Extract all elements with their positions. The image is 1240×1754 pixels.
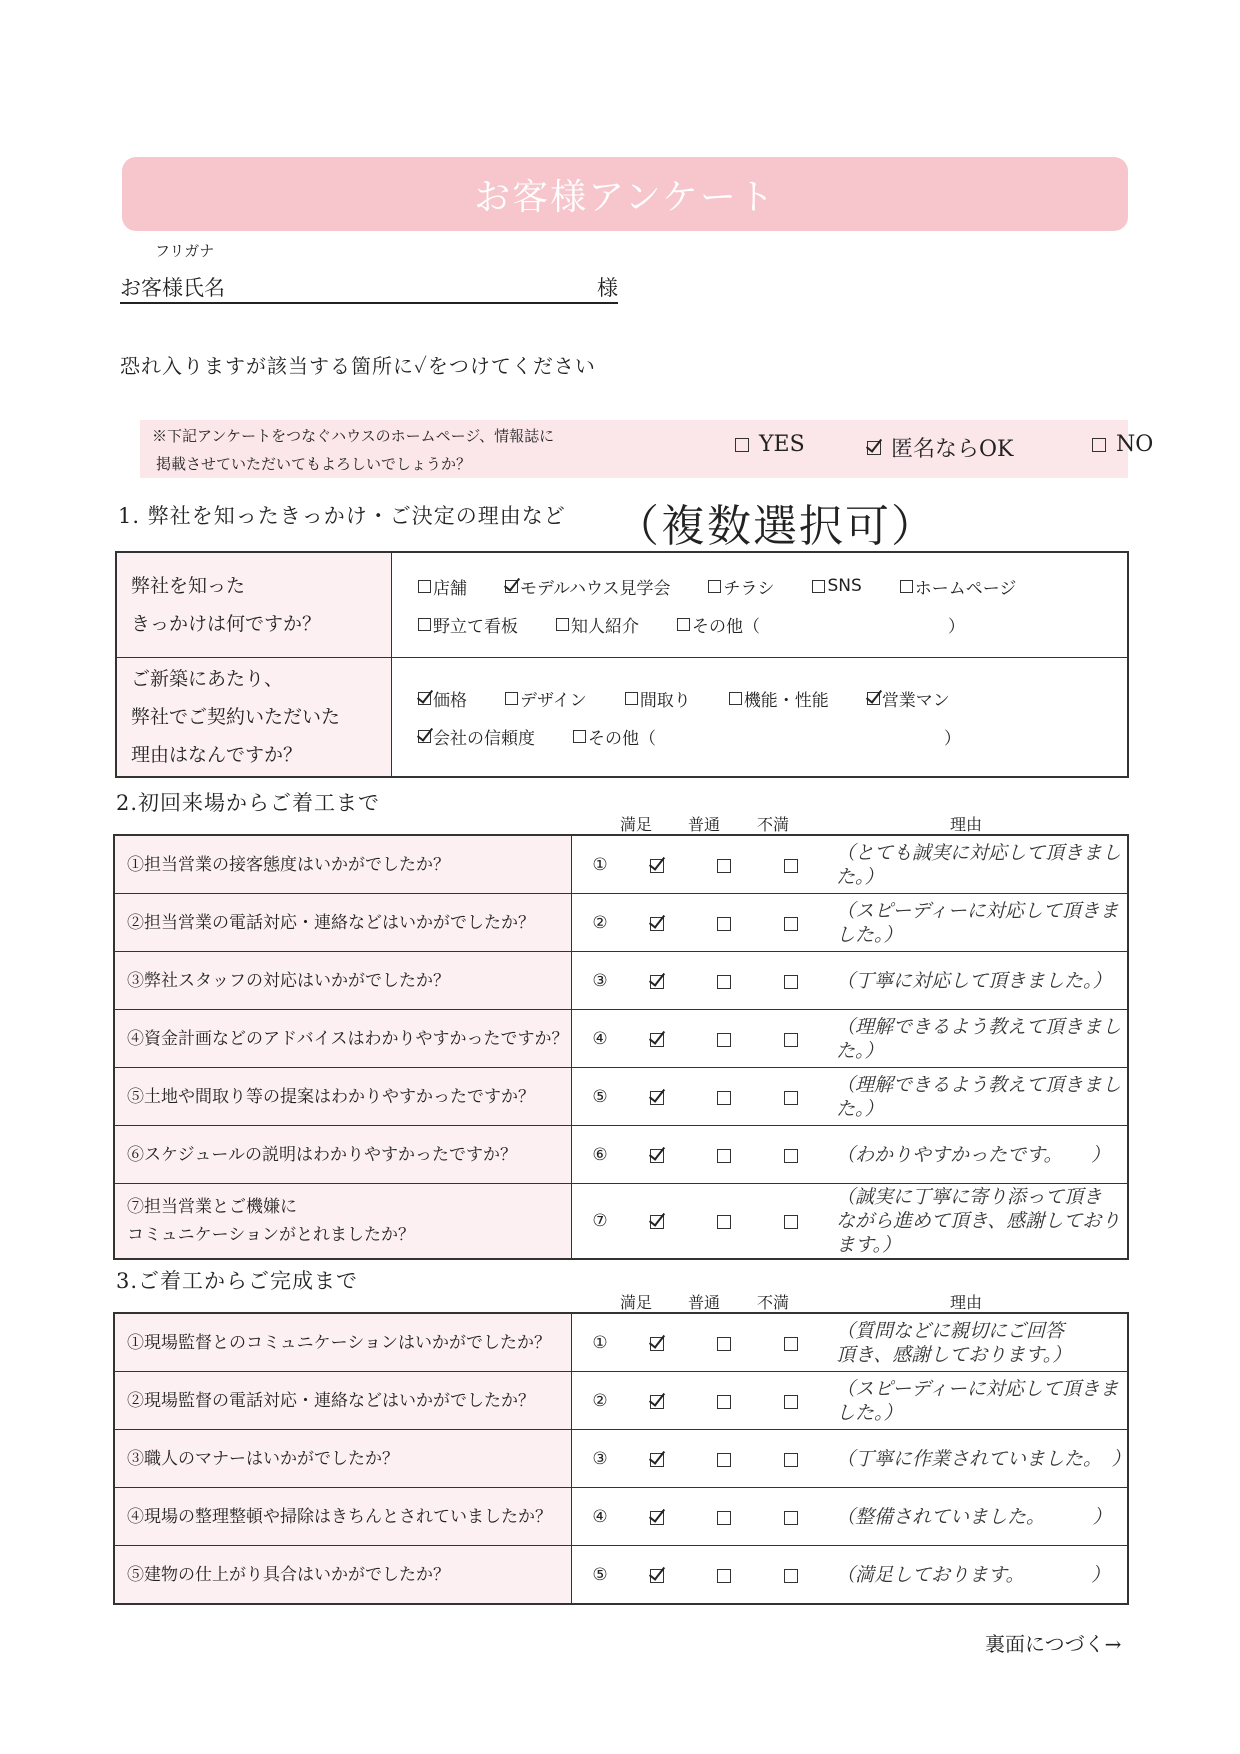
- checkbox[interactable]: [1092, 438, 1106, 452]
- option-label: 価格: [433, 690, 467, 711]
- question-number: ②: [572, 894, 624, 952]
- checkbox[interactable]: [717, 1149, 731, 1163]
- rating-cell-normal[interactable]: [690, 1068, 757, 1126]
- checkbox-checked[interactable]: [867, 441, 881, 455]
- rating-cell-satisfied[interactable]: [623, 1430, 690, 1488]
- col-header-satisfied: 満足: [620, 815, 653, 834]
- question-text: ①現場監督とのコミュニケーションはいかがでしたか？: [114, 1313, 572, 1372]
- question-text: ④資金計画などのアドバイスはわかりやすかったですか？: [114, 1010, 572, 1068]
- checkbox[interactable]: [784, 859, 798, 873]
- checkbox[interactable]: [717, 859, 731, 873]
- option-item[interactable]: [729, 686, 829, 711]
- option-line: [418, 717, 1101, 755]
- rating-cell-satisfied[interactable]: [623, 1068, 690, 1126]
- option-item[interactable]: [708, 574, 774, 599]
- question-number: ①: [572, 1313, 624, 1372]
- col-header-reason: 理由: [950, 815, 983, 834]
- rating-cell-unsatisfied[interactable]: [757, 1010, 824, 1068]
- question-text: ②担当営業の電話対応・連絡などはいかがでしたか？: [114, 894, 572, 952]
- rating-cell-normal[interactable]: [690, 894, 757, 952]
- checkbox[interactable]: [784, 1337, 798, 1351]
- checkbox-checked[interactable]: [650, 1453, 664, 1467]
- checkbox[interactable]: [784, 917, 798, 931]
- table-row: [114, 1488, 1128, 1546]
- table-row: [114, 1068, 1128, 1126]
- reason-text[interactable]: （丁寧に作業されていました。 ）: [824, 1430, 1128, 1488]
- option-item[interactable]: [418, 724, 535, 749]
- option-item[interactable]: [625, 686, 691, 711]
- option-label: 会社の信頼度: [433, 728, 535, 749]
- checkbox[interactable]: [812, 580, 825, 593]
- checkbox[interactable]: [418, 580, 431, 593]
- rating-cell-unsatisfied[interactable]: [757, 1068, 824, 1126]
- rating-cell-normal[interactable]: [690, 1313, 757, 1372]
- rating-cell-unsatisfied[interactable]: [757, 835, 824, 894]
- rating-cell-unsatisfied[interactable]: [757, 1488, 824, 1546]
- checkbox-checked[interactable]: [650, 975, 664, 989]
- checkbox[interactable]: [717, 975, 731, 989]
- option-cell: [392, 658, 1129, 778]
- customer-name-label: お客様氏名: [120, 276, 225, 300]
- checkbox[interactable]: [717, 1215, 731, 1229]
- checkbox[interactable]: [784, 975, 798, 989]
- reason-text[interactable]: （整備されていました。 ）: [824, 1488, 1128, 1546]
- section3-table: [113, 1312, 1129, 1605]
- col-header-satisfied: 満足: [620, 1293, 653, 1312]
- question-number: ④: [572, 1010, 624, 1068]
- question-text: ⑦担当営業とご機嫌に コミュニケーションがとれましたか？: [114, 1184, 572, 1260]
- option-label: 間取り: [639, 690, 691, 711]
- table-row: [114, 835, 1128, 894]
- col-header-normal: 普通: [688, 815, 721, 834]
- checkbox[interactable]: [418, 618, 431, 631]
- reason-text[interactable]: （満足しております。 ）: [824, 1546, 1128, 1605]
- row-label-line: 弊社でご契約いただいた: [131, 706, 341, 728]
- question-number: ④: [572, 1488, 624, 1546]
- reason-text[interactable]: （質問などに親切にご回答 頂き、感謝しております。）: [824, 1313, 1128, 1372]
- checkbox[interactable]: [784, 1091, 798, 1105]
- section2-table: [113, 834, 1129, 1260]
- option-item[interactable]: [677, 612, 760, 637]
- option-label: YES: [759, 432, 805, 457]
- furigana-label: フリガナ: [155, 242, 215, 260]
- honorific-label: 様: [597, 276, 618, 300]
- checkbox[interactable]: [717, 1569, 731, 1583]
- checkbox-checked[interactable]: [650, 859, 664, 873]
- rating-cell-satisfied[interactable]: [623, 835, 690, 894]
- question-number: ①: [572, 835, 624, 894]
- checkbox-checked[interactable]: [418, 692, 431, 705]
- reason-text[interactable]: （理解できるよう教えて頂きました。）: [824, 1010, 1128, 1068]
- option-label: 野立て看板: [433, 616, 518, 637]
- option-cell: [392, 552, 1129, 658]
- rating-cell-satisfied[interactable]: [623, 1313, 690, 1372]
- rating-cell-unsatisfied[interactable]: [757, 1313, 824, 1372]
- table-row: [116, 658, 1128, 778]
- publish-option-no[interactable]: [1092, 432, 1153, 457]
- option-item[interactable]: [418, 612, 518, 637]
- reason-text[interactable]: （わかりやすかったです。 ）: [824, 1126, 1128, 1184]
- question-number: ③: [572, 1430, 624, 1488]
- rating-cell-unsatisfied[interactable]: [757, 894, 824, 952]
- option-label: デザイン: [520, 690, 587, 711]
- continue-label: 裏面につづく→: [985, 1632, 1122, 1656]
- option-label: チラシ: [723, 578, 775, 599]
- rating-cell-unsatisfied[interactable]: [757, 1372, 824, 1430]
- option-item[interactable]: [867, 686, 950, 711]
- checkbox[interactable]: [677, 618, 690, 631]
- checkbox[interactable]: [735, 438, 749, 452]
- rating-cell-normal[interactable]: [690, 1488, 757, 1546]
- close-paren: ）: [944, 728, 961, 749]
- option-label: その他（: [692, 616, 760, 637]
- checkbox[interactable]: [505, 692, 518, 705]
- option-item[interactable]: [505, 574, 670, 599]
- option-line: [418, 567, 1101, 605]
- checkbox[interactable]: [784, 1453, 798, 1467]
- rating-cell-normal[interactable]: [690, 1546, 757, 1605]
- checkbox-checked[interactable]: [650, 1215, 664, 1229]
- checkbox-checked[interactable]: [505, 580, 518, 593]
- question-number: ⑥: [572, 1126, 624, 1184]
- publish-option-yes[interactable]: [735, 432, 805, 457]
- col-header-normal: 普通: [688, 1293, 721, 1312]
- table-row: [114, 1010, 1128, 1068]
- rating-cell-satisfied[interactable]: [623, 1488, 690, 1546]
- publish-option-anonymous[interactable]: [867, 432, 1013, 463]
- option-label: 店舗: [433, 578, 467, 599]
- question-number: ③: [572, 952, 624, 1010]
- reason-text[interactable]: （スピーディーに対応して頂きました。）: [824, 894, 1128, 952]
- section3-title: 3.ご着工からご完成まで: [116, 1269, 359, 1293]
- option-item[interactable]: [418, 686, 467, 711]
- option-item[interactable]: [812, 576, 861, 596]
- rating-cell-unsatisfied[interactable]: [757, 952, 824, 1010]
- publish-question-line: ※下記アンケートをつなぐハウスのホームページ、情報誌に: [152, 427, 555, 445]
- reason-text[interactable]: （とても誠実に対応して頂きました。）: [824, 835, 1128, 894]
- question-number: ⑤: [572, 1068, 624, 1126]
- title-banner: [122, 157, 1128, 231]
- question-number: ⑦: [572, 1184, 624, 1260]
- checkbox[interactable]: [784, 1395, 798, 1409]
- option-item[interactable]: [418, 574, 467, 599]
- question-text: ⑤建物の仕上がり具合はいかがでしたか？: [114, 1546, 572, 1605]
- row-label-line: ご新築にあたり、: [131, 668, 284, 690]
- checkbox[interactable]: [900, 580, 913, 593]
- rating-cell-normal[interactable]: [690, 1372, 757, 1430]
- rating-cell-unsatisfied[interactable]: [757, 1184, 824, 1260]
- rating-cell-satisfied[interactable]: [623, 894, 690, 952]
- checkbox-checked[interactable]: [650, 1337, 664, 1351]
- checkbox[interactable]: [717, 1033, 731, 1047]
- question-text: ⑥スケジュールの説明はわかりやすかったですか？: [114, 1126, 572, 1184]
- option-label: その他（: [588, 728, 656, 749]
- rating-cell-satisfied[interactable]: [623, 1184, 690, 1260]
- reason-text[interactable]: （丁寧に対応して頂きました。）: [824, 952, 1128, 1010]
- option-line: [418, 679, 1101, 717]
- question-number: ②: [572, 1372, 624, 1430]
- question-text: ②現場監督の電話対応・連絡などはいかがでしたか？: [114, 1372, 572, 1430]
- question-text: ③職人のマナーはいかがでしたか？: [114, 1430, 572, 1488]
- table-row: [114, 952, 1128, 1010]
- option-label: 知人紹介: [571, 616, 639, 637]
- question-text: ①担当営業の接客態度はいかがでしたか？: [114, 835, 572, 894]
- rating-cell-normal[interactable]: [690, 952, 757, 1010]
- col-header-reason: 理由: [950, 1293, 983, 1312]
- rating-cell-satisfied[interactable]: [623, 1372, 690, 1430]
- checkbox[interactable]: [625, 692, 638, 705]
- section1-title: 1. 弊社を知ったきっかけ・ご決定の理由など: [118, 504, 566, 528]
- table-row: [114, 1430, 1128, 1488]
- checkbox[interactable]: [717, 1511, 731, 1525]
- section1-subtitle: （複数選択可）: [615, 501, 937, 552]
- checkbox-checked[interactable]: [650, 1149, 664, 1163]
- option-item[interactable]: [573, 724, 656, 749]
- rating-cell-unsatisfied[interactable]: [757, 1430, 824, 1488]
- rating-cell-satisfied[interactable]: [623, 1010, 690, 1068]
- rating-cell-normal[interactable]: [690, 1010, 757, 1068]
- checkbox-checked[interactable]: [418, 730, 431, 743]
- question-text: ④現場の整理整頓や掃除はきちんとされていましたか？: [114, 1488, 572, 1546]
- checkbox-checked[interactable]: [650, 1091, 664, 1105]
- checkbox-checked[interactable]: [650, 1033, 664, 1047]
- table-row: [114, 1313, 1128, 1372]
- row-label-line: きっかけは何ですか？: [131, 613, 322, 635]
- rating-cell-normal[interactable]: [690, 835, 757, 894]
- row-label-line: 弊社を知った: [131, 575, 246, 597]
- rating-cell-unsatisfied[interactable]: [757, 1546, 824, 1605]
- table-row: [114, 894, 1128, 952]
- row-label: [116, 552, 392, 658]
- checkbox[interactable]: [729, 692, 742, 705]
- table-row: [114, 1372, 1128, 1430]
- reason-text[interactable]: （誠実に丁寧に寄り添って頂き ながら進めて頂き、感謝しております。）: [824, 1184, 1128, 1260]
- option-label: ホームページ: [914, 578, 1017, 599]
- rating-cell-unsatisfied[interactable]: [757, 1126, 824, 1184]
- rating-cell-normal[interactable]: [690, 1430, 757, 1488]
- rating-cell-normal[interactable]: [690, 1184, 757, 1260]
- option-line: [418, 605, 1101, 643]
- section2-title: 2.初回来場からご着工まで: [116, 791, 381, 815]
- checkbox[interactable]: [717, 1395, 731, 1409]
- section1-table: [115, 551, 1129, 778]
- option-item[interactable]: [505, 686, 587, 711]
- option-label: 匿名ならOK: [891, 437, 1014, 462]
- table-row: [116, 552, 1128, 658]
- table-row: [114, 1126, 1128, 1184]
- checkbox-checked[interactable]: [650, 917, 664, 931]
- checkbox-checked[interactable]: [650, 1395, 664, 1409]
- option-item[interactable]: [900, 574, 1017, 599]
- checkbox[interactable]: [784, 1033, 798, 1047]
- row-label: [116, 658, 392, 778]
- page-title: お客様アンケート: [474, 176, 776, 218]
- checkbox[interactable]: [573, 730, 586, 743]
- checkbox-checked[interactable]: [650, 1569, 664, 1583]
- checkbox[interactable]: [556, 618, 569, 631]
- option-label: NO: [1116, 432, 1154, 457]
- option-label: 機能・性能: [743, 690, 829, 711]
- option-item[interactable]: [556, 612, 639, 637]
- reason-text[interactable]: （理解できるよう教えて頂きました。）: [824, 1068, 1128, 1126]
- checkbox[interactable]: [717, 1091, 731, 1105]
- instruction-text: 恐れ入りますが該当する箇所に✓をつけてください: [120, 354, 596, 378]
- customer-name-field[interactable]: [120, 274, 618, 304]
- checkbox[interactable]: [717, 1337, 731, 1351]
- rating-cell-normal[interactable]: [690, 1126, 757, 1184]
- checkbox[interactable]: [784, 1215, 798, 1229]
- question-number: ⑤: [572, 1546, 624, 1605]
- publish-question: [152, 422, 554, 478]
- reason-text[interactable]: （スピーディーに対応して頂きました。）: [824, 1372, 1128, 1430]
- option-label: SNS: [827, 576, 862, 596]
- checkbox[interactable]: [717, 917, 731, 931]
- publish-question-line: 掲載させていただいてもよろしいでしょうか？: [156, 455, 472, 473]
- close-paren: ）: [948, 616, 965, 637]
- checkbox-checked[interactable]: [867, 692, 880, 705]
- option-label: モデルハウス見学会: [520, 578, 671, 599]
- checkbox-checked[interactable]: [650, 1511, 664, 1525]
- checkbox[interactable]: [784, 1511, 798, 1525]
- col-header-unsatisfied: 不満: [757, 1293, 790, 1312]
- rating-cell-satisfied[interactable]: [623, 952, 690, 1010]
- rating-cell-satisfied[interactable]: [623, 1126, 690, 1184]
- checkbox[interactable]: [717, 1453, 731, 1467]
- checkbox[interactable]: [784, 1149, 798, 1163]
- checkbox[interactable]: [784, 1569, 798, 1583]
- table-row: [114, 1184, 1128, 1260]
- checkbox[interactable]: [708, 580, 721, 593]
- question-text: ③弊社スタッフの対応はいかがでしたか？: [114, 952, 572, 1010]
- question-text: ⑤土地や間取り等の提案はわかりやすかったですか？: [114, 1068, 572, 1126]
- col-header-unsatisfied: 不満: [757, 815, 790, 834]
- option-label: 営業マン: [881, 690, 950, 711]
- table-row: [114, 1546, 1128, 1605]
- rating-cell-satisfied[interactable]: [623, 1546, 690, 1605]
- row-label-line: 理由はなんですか？: [131, 744, 303, 766]
